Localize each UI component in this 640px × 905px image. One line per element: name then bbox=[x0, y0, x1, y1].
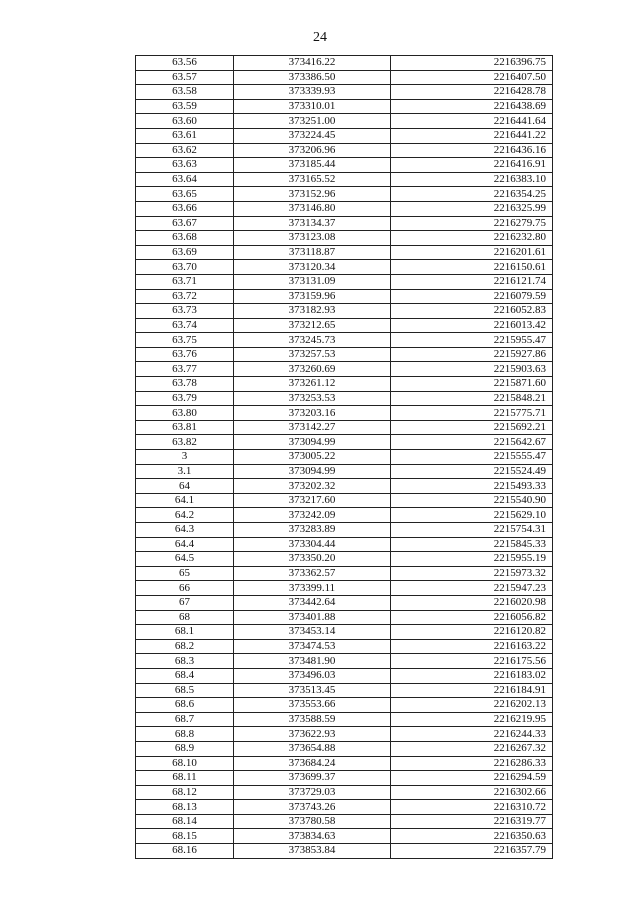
table-row bbox=[136, 304, 553, 319]
point-number-cell: 63.79 bbox=[136, 391, 234, 406]
y-coordinate-cell: 2215871.60 bbox=[391, 377, 553, 392]
x-coordinate-cell: 373203.16 bbox=[234, 406, 391, 421]
table-row bbox=[136, 435, 553, 450]
y-coordinate-cell: 2216407.50 bbox=[391, 70, 553, 85]
x-coordinate-cell: 373853.84 bbox=[234, 844, 391, 859]
point-number-cell: 63.68 bbox=[136, 231, 234, 246]
y-coordinate-cell: 2216396.75 bbox=[391, 56, 553, 71]
y-coordinate-cell: 2216175.56 bbox=[391, 654, 553, 669]
table-row bbox=[136, 128, 553, 143]
table-row bbox=[136, 654, 553, 669]
x-coordinate-cell: 373152.96 bbox=[234, 187, 391, 202]
y-coordinate-cell: 2216350.63 bbox=[391, 829, 553, 844]
point-number-cell: 68.15 bbox=[136, 829, 234, 844]
x-coordinate-cell: 373257.53 bbox=[234, 347, 391, 362]
x-coordinate-cell: 373094.99 bbox=[234, 435, 391, 450]
table-row bbox=[136, 727, 553, 742]
point-number-cell: 63.81 bbox=[136, 420, 234, 435]
y-coordinate-cell: 2215903.63 bbox=[391, 362, 553, 377]
point-number-cell: 63.59 bbox=[136, 99, 234, 114]
table-row bbox=[136, 406, 553, 421]
point-number-cell: 68 bbox=[136, 610, 234, 625]
point-number-cell: 68.2 bbox=[136, 639, 234, 654]
point-number-cell: 68.4 bbox=[136, 668, 234, 683]
table-row bbox=[136, 260, 553, 275]
y-coordinate-cell: 2216416.91 bbox=[391, 158, 553, 173]
point-number-cell: 68.9 bbox=[136, 741, 234, 756]
x-coordinate-cell: 373146.80 bbox=[234, 201, 391, 216]
y-coordinate-cell: 2216219.95 bbox=[391, 712, 553, 727]
point-number-cell: 63.80 bbox=[136, 406, 234, 421]
point-number-cell: 3.1 bbox=[136, 464, 234, 479]
table-row bbox=[136, 231, 553, 246]
point-number-cell: 63.66 bbox=[136, 201, 234, 216]
x-coordinate-cell: 373416.22 bbox=[234, 56, 391, 71]
point-number-cell: 3 bbox=[136, 450, 234, 465]
table-row bbox=[136, 639, 553, 654]
x-coordinate-cell: 373260.69 bbox=[234, 362, 391, 377]
table-row bbox=[136, 420, 553, 435]
x-coordinate-cell: 373386.50 bbox=[234, 70, 391, 85]
y-coordinate-cell: 2216201.61 bbox=[391, 245, 553, 260]
coordinates-table bbox=[135, 55, 553, 859]
x-coordinate-cell: 373834.63 bbox=[234, 829, 391, 844]
table-row bbox=[136, 829, 553, 844]
table-row bbox=[136, 537, 553, 552]
table-row bbox=[136, 391, 553, 406]
point-number-cell: 67 bbox=[136, 595, 234, 610]
table-row bbox=[136, 552, 553, 567]
y-coordinate-cell: 2216020.98 bbox=[391, 595, 553, 610]
table-row bbox=[136, 844, 553, 859]
x-coordinate-cell: 373206.96 bbox=[234, 143, 391, 158]
x-coordinate-cell: 373242.09 bbox=[234, 508, 391, 523]
point-number-cell: 63.78 bbox=[136, 377, 234, 392]
point-number-cell: 63.67 bbox=[136, 216, 234, 231]
y-coordinate-cell: 2216150.61 bbox=[391, 260, 553, 275]
x-coordinate-cell: 373123.08 bbox=[234, 231, 391, 246]
point-number-cell: 64.2 bbox=[136, 508, 234, 523]
x-coordinate-cell: 373729.03 bbox=[234, 785, 391, 800]
table-row bbox=[136, 785, 553, 800]
x-coordinate-cell: 373513.45 bbox=[234, 683, 391, 698]
x-coordinate-cell: 373253.53 bbox=[234, 391, 391, 406]
x-coordinate-cell: 373743.26 bbox=[234, 800, 391, 815]
point-number-cell: 63.76 bbox=[136, 347, 234, 362]
x-coordinate-cell: 373185.44 bbox=[234, 158, 391, 173]
y-coordinate-cell: 2216438.69 bbox=[391, 99, 553, 114]
x-coordinate-cell: 373283.89 bbox=[234, 523, 391, 538]
x-coordinate-cell: 373304.44 bbox=[234, 537, 391, 552]
point-number-cell: 64 bbox=[136, 479, 234, 494]
table-row bbox=[136, 771, 553, 786]
table-row bbox=[136, 114, 553, 129]
x-coordinate-cell: 373401.88 bbox=[234, 610, 391, 625]
y-coordinate-cell: 2216325.99 bbox=[391, 201, 553, 216]
point-number-cell: 63.71 bbox=[136, 274, 234, 289]
x-coordinate-cell: 373442.64 bbox=[234, 595, 391, 610]
y-coordinate-cell: 2216013.42 bbox=[391, 318, 553, 333]
point-number-cell: 68.1 bbox=[136, 625, 234, 640]
y-coordinate-cell: 2215973.32 bbox=[391, 566, 553, 581]
y-coordinate-cell: 2215845.33 bbox=[391, 537, 553, 552]
page-number: 24 bbox=[313, 30, 327, 45]
y-coordinate-cell: 2215955.47 bbox=[391, 333, 553, 348]
y-coordinate-cell: 2216052.83 bbox=[391, 304, 553, 319]
x-coordinate-cell: 373165.52 bbox=[234, 172, 391, 187]
point-number-cell: 64.4 bbox=[136, 537, 234, 552]
x-coordinate-cell: 373399.11 bbox=[234, 581, 391, 596]
table-row bbox=[136, 333, 553, 348]
y-coordinate-cell: 2216383.10 bbox=[391, 172, 553, 187]
table-row bbox=[136, 85, 553, 100]
x-coordinate-cell: 373005.22 bbox=[234, 450, 391, 465]
y-coordinate-cell: 2216163.22 bbox=[391, 639, 553, 654]
y-coordinate-cell: 2216244.33 bbox=[391, 727, 553, 742]
x-coordinate-cell: 373134.37 bbox=[234, 216, 391, 231]
x-coordinate-cell: 373350.20 bbox=[234, 552, 391, 567]
table-row bbox=[136, 362, 553, 377]
point-number-cell: 63.69 bbox=[136, 245, 234, 260]
y-coordinate-cell: 2215642.67 bbox=[391, 435, 553, 450]
table-row bbox=[136, 814, 553, 829]
y-coordinate-cell: 2215927.86 bbox=[391, 347, 553, 362]
x-coordinate-cell: 373684.24 bbox=[234, 756, 391, 771]
x-coordinate-cell: 373202.32 bbox=[234, 479, 391, 494]
table-row bbox=[136, 318, 553, 333]
y-coordinate-cell: 2216279.75 bbox=[391, 216, 553, 231]
y-coordinate-cell: 2216232.80 bbox=[391, 231, 553, 246]
point-number-cell: 63.62 bbox=[136, 143, 234, 158]
point-number-cell: 63.61 bbox=[136, 128, 234, 143]
y-coordinate-cell: 2215629.10 bbox=[391, 508, 553, 523]
x-coordinate-cell: 373588.59 bbox=[234, 712, 391, 727]
y-coordinate-cell: 2215524.49 bbox=[391, 464, 553, 479]
x-coordinate-cell: 373217.60 bbox=[234, 493, 391, 508]
table-row bbox=[136, 625, 553, 640]
x-coordinate-cell: 373261.12 bbox=[234, 377, 391, 392]
point-number-cell: 68.7 bbox=[136, 712, 234, 727]
table-row bbox=[136, 756, 553, 771]
point-number-cell: 68.12 bbox=[136, 785, 234, 800]
y-coordinate-cell: 2216183.02 bbox=[391, 668, 553, 683]
y-coordinate-cell: 2216294.59 bbox=[391, 771, 553, 786]
point-number-cell: 68.10 bbox=[136, 756, 234, 771]
x-coordinate-cell: 373553.66 bbox=[234, 698, 391, 713]
point-number-cell: 63.73 bbox=[136, 304, 234, 319]
y-coordinate-cell: 2215555.47 bbox=[391, 450, 553, 465]
table-row bbox=[136, 464, 553, 479]
y-coordinate-cell: 2216302.66 bbox=[391, 785, 553, 800]
point-number-cell: 63.58 bbox=[136, 85, 234, 100]
point-number-cell: 63.82 bbox=[136, 435, 234, 450]
x-coordinate-cell: 373310.01 bbox=[234, 99, 391, 114]
table-row bbox=[136, 450, 553, 465]
y-coordinate-cell: 2215775.71 bbox=[391, 406, 553, 421]
x-coordinate-cell: 373182.93 bbox=[234, 304, 391, 319]
table-row bbox=[136, 347, 553, 362]
point-number-cell: 64.1 bbox=[136, 493, 234, 508]
y-coordinate-cell: 2216120.82 bbox=[391, 625, 553, 640]
table-row bbox=[136, 172, 553, 187]
x-coordinate-cell: 373339.93 bbox=[234, 85, 391, 100]
x-coordinate-cell: 373453.14 bbox=[234, 625, 391, 640]
point-number-cell: 63.60 bbox=[136, 114, 234, 129]
table-row bbox=[136, 143, 553, 158]
table-row bbox=[136, 201, 553, 216]
table-row bbox=[136, 566, 553, 581]
y-coordinate-cell: 2216202.13 bbox=[391, 698, 553, 713]
point-number-cell: 68.11 bbox=[136, 771, 234, 786]
y-coordinate-cell: 2215947.23 bbox=[391, 581, 553, 596]
table-row bbox=[136, 741, 553, 756]
point-number-cell: 63.57 bbox=[136, 70, 234, 85]
table-row bbox=[136, 493, 553, 508]
table-row bbox=[136, 70, 553, 85]
table-row bbox=[136, 610, 553, 625]
y-coordinate-cell: 2215692.21 bbox=[391, 420, 553, 435]
y-coordinate-cell: 2216267.32 bbox=[391, 741, 553, 756]
point-number-cell: 66 bbox=[136, 581, 234, 596]
point-number-cell: 63.65 bbox=[136, 187, 234, 202]
point-number-cell: 68.16 bbox=[136, 844, 234, 859]
point-number-cell: 64.3 bbox=[136, 523, 234, 538]
table-row bbox=[136, 698, 553, 713]
x-coordinate-cell: 373780.58 bbox=[234, 814, 391, 829]
x-coordinate-cell: 373699.37 bbox=[234, 771, 391, 786]
point-number-cell: 63.63 bbox=[136, 158, 234, 173]
y-coordinate-cell: 2215754.31 bbox=[391, 523, 553, 538]
x-coordinate-cell: 373118.87 bbox=[234, 245, 391, 260]
point-number-cell: 63.56 bbox=[136, 56, 234, 71]
table-row bbox=[136, 99, 553, 114]
x-coordinate-cell: 373362.57 bbox=[234, 566, 391, 581]
point-number-cell: 65 bbox=[136, 566, 234, 581]
point-number-cell: 68.8 bbox=[136, 727, 234, 742]
table-row bbox=[136, 523, 553, 538]
point-number-cell: 63.70 bbox=[136, 260, 234, 275]
point-number-cell: 63.75 bbox=[136, 333, 234, 348]
y-coordinate-cell: 2216441.22 bbox=[391, 128, 553, 143]
table-row bbox=[136, 712, 553, 727]
x-coordinate-cell: 373245.73 bbox=[234, 333, 391, 348]
y-coordinate-cell: 2216436.16 bbox=[391, 143, 553, 158]
table-row bbox=[136, 158, 553, 173]
y-coordinate-cell: 2216428.78 bbox=[391, 85, 553, 100]
y-coordinate-cell: 2216354.25 bbox=[391, 187, 553, 202]
point-number-cell: 68.3 bbox=[136, 654, 234, 669]
point-number-cell: 63.74 bbox=[136, 318, 234, 333]
x-coordinate-cell: 373622.93 bbox=[234, 727, 391, 742]
table-row bbox=[136, 581, 553, 596]
x-coordinate-cell: 373251.00 bbox=[234, 114, 391, 129]
x-coordinate-cell: 373131.09 bbox=[234, 274, 391, 289]
point-number-cell: 68.14 bbox=[136, 814, 234, 829]
x-coordinate-cell: 373474.53 bbox=[234, 639, 391, 654]
y-coordinate-cell: 2216357.79 bbox=[391, 844, 553, 859]
x-coordinate-cell: 373654.88 bbox=[234, 741, 391, 756]
table-row bbox=[136, 274, 553, 289]
x-coordinate-cell: 373159.96 bbox=[234, 289, 391, 304]
y-coordinate-cell: 2215493.33 bbox=[391, 479, 553, 494]
table-row bbox=[136, 56, 553, 71]
y-coordinate-cell: 2216184.91 bbox=[391, 683, 553, 698]
y-coordinate-cell: 2216056.82 bbox=[391, 610, 553, 625]
table-row bbox=[136, 668, 553, 683]
x-coordinate-cell: 373212.65 bbox=[234, 318, 391, 333]
x-coordinate-cell: 373481.90 bbox=[234, 654, 391, 669]
y-coordinate-cell: 2216310.72 bbox=[391, 800, 553, 815]
y-coordinate-cell: 2215955.19 bbox=[391, 552, 553, 567]
table-row bbox=[136, 245, 553, 260]
table-row bbox=[136, 377, 553, 392]
y-coordinate-cell: 2216286.33 bbox=[391, 756, 553, 771]
y-coordinate-cell: 2216079.59 bbox=[391, 289, 553, 304]
y-coordinate-cell: 2216441.64 bbox=[391, 114, 553, 129]
point-number-cell: 68.13 bbox=[136, 800, 234, 815]
table-row bbox=[136, 800, 553, 815]
table-row bbox=[136, 216, 553, 231]
point-number-cell: 64.5 bbox=[136, 552, 234, 567]
point-number-cell: 63.77 bbox=[136, 362, 234, 377]
x-coordinate-cell: 373094.99 bbox=[234, 464, 391, 479]
x-coordinate-cell: 373120.34 bbox=[234, 260, 391, 275]
y-coordinate-cell: 2215848.21 bbox=[391, 391, 553, 406]
y-coordinate-cell: 2216121.74 bbox=[391, 274, 553, 289]
table-row bbox=[136, 187, 553, 202]
point-number-cell: 63.64 bbox=[136, 172, 234, 187]
x-coordinate-cell: 373224.45 bbox=[234, 128, 391, 143]
x-coordinate-cell: 373496.03 bbox=[234, 668, 391, 683]
table-row bbox=[136, 289, 553, 304]
table-row bbox=[136, 595, 553, 610]
y-coordinate-cell: 2215540.90 bbox=[391, 493, 553, 508]
table-row bbox=[136, 479, 553, 494]
table-row bbox=[136, 508, 553, 523]
point-number-cell: 68.6 bbox=[136, 698, 234, 713]
x-coordinate-cell: 373142.27 bbox=[234, 420, 391, 435]
y-coordinate-cell: 2216319.77 bbox=[391, 814, 553, 829]
point-number-cell: 63.72 bbox=[136, 289, 234, 304]
coordinates-table-body bbox=[136, 56, 553, 859]
table-row bbox=[136, 683, 553, 698]
point-number-cell: 68.5 bbox=[136, 683, 234, 698]
